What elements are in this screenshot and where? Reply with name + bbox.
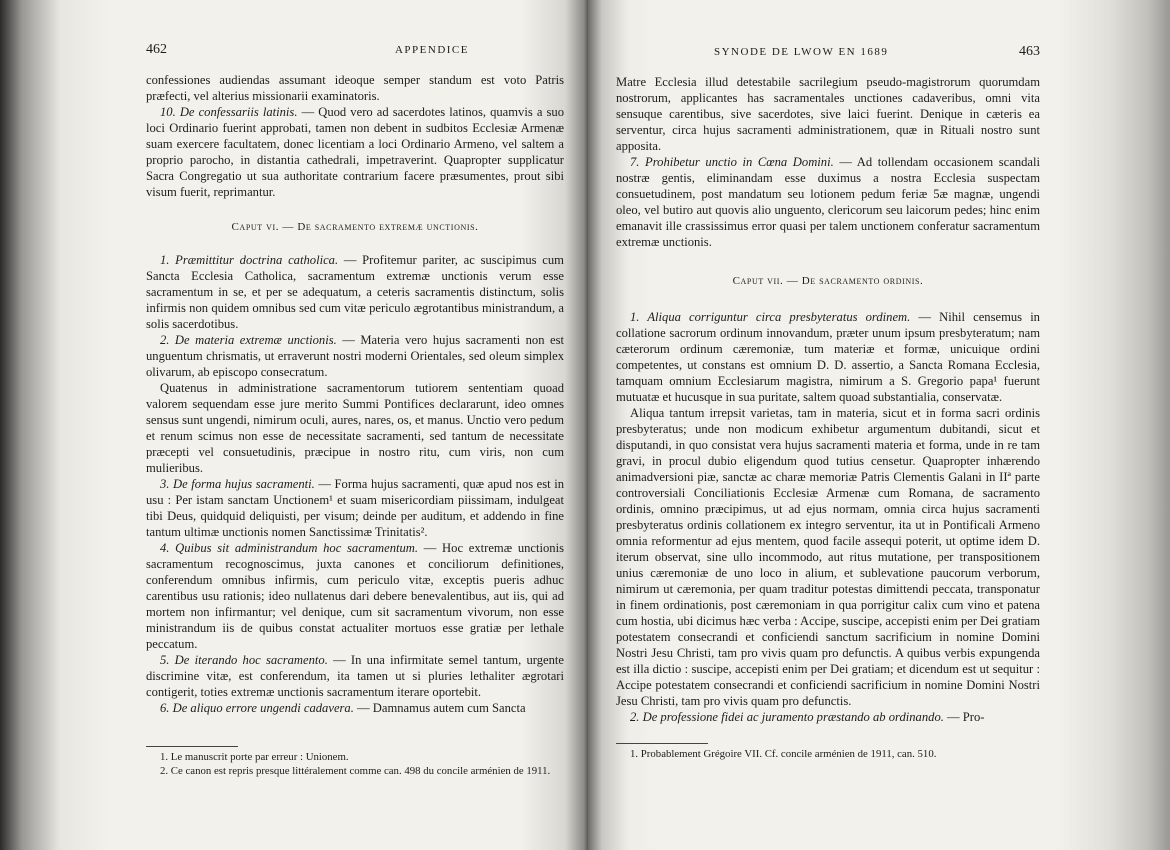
paragraph-label: 1. Præmittitur doctrina catholica. xyxy=(160,253,339,267)
paragraph-text: — Materia vero hujus sacramenti non est unguentum chrismatis, ut erraverunt nostri moderni Orientales, sed oleum simplex olivarum, ab episcopo consecratum. xyxy=(146,333,564,379)
paragraph-text: — Quod vero ad sacerdotes latinos, quamvis a suo loci Ordinario fuerint approbati, tamen non debent in sudbitos Ecclesiæ Armenæ suam exercere facultatem, donec licentiam a loci Ordinario Armeno, vel saltem a proprio parocho, in distantia cathedrali, impetraverint. Quapropter supplicatur Sacra Congregatio ut sua authoritate contrarium facere præsumentes, prout sibi visum fuerit, reprimantur. xyxy=(146,105,564,199)
paragraph-text: — Pro- xyxy=(943,710,985,724)
paragraph-label: 4. Quibus sit administrandum hoc sacramentum. xyxy=(160,541,419,555)
chapter-heading: Caput vii. — De sacramento ordinis. xyxy=(732,275,924,287)
running-head xyxy=(146,42,564,58)
paragraph-text: confessiones audiendas assumant ideoque semper standum est voto Patris præfecti, vel alterius missionarii examinatoris. xyxy=(146,73,564,103)
footnotes xyxy=(146,751,564,778)
footnote-rule xyxy=(616,743,708,744)
paragraph-text: — In una infirmitate semel tantum, urgente discrimine vitæ, est conferendum, ita tamen ut si pluries lethaliter ægrotari contigerit, toties extremæ unctionis sacramentum iterare oportebit. xyxy=(146,653,564,699)
page-number: 462 xyxy=(146,42,167,57)
paragraph-label: 1. Aliqua corriguntur circa presbyteratus ordinem. xyxy=(630,310,911,324)
paragraph-label: 3. De forma hujus sacramenti. xyxy=(160,477,315,491)
paragraph xyxy=(146,252,564,332)
paragraph xyxy=(616,709,1040,725)
paragraph-text: Aliqua tantum irrepsit varietas, tam in materia, sicut et in forma sacri ordinis presbyteratus; unde non modicum exhibetur argumentum dubitandi, sicut et disputandi, in quo consistat vera hujus sacramenti materia et forma, unde in re tam gravi, in procul dubio eligendum quod tutius censetur. Quapropter inhærendo animadversioni piæ, sanctæ ac charæ memoriæ Patris Clementis Galani in IIª parte controversiali Conciliationis Ecclesiæ Armenæ cum Romana, de sacramento ordinis, omnino præcipimus, ut ad ejus normam, omnia circa hujus sacramenti presbyteratus ordinis collationem ex integro serventur, ita ut in Pontificali Armeno omnia reformentur ad ejus mentem, quod facile assequi poterit, ut optime idem D. iterum observat, sine ullo incommodo, aut ritus mutatione, per transpositionem unius cæremoniæ de uno loco in alium, et sublevatione paucorum verborum, nimirum ut cæremonia, per quam traditur potestas dimittendi peccata, transponatur in finem ordinationis, post cæremoniam in qua porrigitur calix cum vino et patena cum hostia, ubi dicimus hæc verba : Accipe, suscipe, accepisti enim per Dei gratiam potestatem consecrandi et conficiendi sanctum sacrificium in nomine Domini Nostri Jesu Christi, tam pro vivis quam pro defunctis. A quibus verbis expungenda est illa dictio : suscipe, accepisti enim per Dei gratiam; et dicendum est ut sequitur : Accipe potestatem consecrandi et conficiendi sacrificium in nomine Domini Nostri Jesu Christi, tam pro vivis quam pro defunctis. xyxy=(616,406,1040,708)
paragraph-label: 2. De materia extremæ unctionis. xyxy=(160,333,337,347)
paragraph xyxy=(146,332,564,380)
chapter-heading: Caput vi. — De sacramento extremæ unctionis. xyxy=(231,221,479,233)
paragraph xyxy=(146,380,564,476)
paragraph-text: — Ad tollendam occasionem scandali nostræ gentis, eliminandam esse duximus a nostra Ecclesia suspectam consuetudinem, post mandatum seu lotionem pedum feriæ 5æ magnæ, ungendi oleo, vel butiro aut quovis alio unguento, clericorum seu laicorum pedes; hinc enim emanavit ille crassissimus error quasi per talem unctionem conferatur sacramentum extremæ unctionis. xyxy=(616,155,1041,249)
body-text-top xyxy=(146,72,564,200)
footnotes xyxy=(616,748,1040,762)
paragraph-label: 2. De professione fidei ac juramento præstando ab ordinando. xyxy=(630,710,944,724)
running-head xyxy=(616,44,1040,60)
paragraph-text: — Damnamus autem cum Sancta xyxy=(353,701,526,715)
paragraph xyxy=(146,700,564,716)
paragraph xyxy=(616,154,1040,250)
body-text-main xyxy=(146,252,564,716)
running-title: APPENDICE xyxy=(394,44,469,56)
paragraph-text: Matre Ecclesia illud detestabile sacrilegium pseudo-magistrorum quorumdam nostrorum, applicantes has sacramentales unctiones cadaveribus, omni vita sensuque carentibus, sive sacerdotes, sive laici fuerint. Denique in cæteris ea serventur, circa hujus sacramenti administrationem, quæ in Rituali nostro sunt apposita. xyxy=(616,75,1040,153)
paragraph xyxy=(146,476,564,540)
page-number: 463 xyxy=(1019,44,1040,59)
paragraph-text: — Profitemur pariter, ac suscipimus cum Sancta Ecclesia Catholica, sacramentum extremæ unctionis verum esse sacramentum in se, et per se adequatum, a ceteris sacramentis distinctum, solis infirmis non quidem omnibus sed cum vitæ periculo ægrotantibus ministrandum, a solis sacerdotibus. xyxy=(146,253,564,331)
footnote: 2. Ce canon est repris presque littéralement comme can. 498 du concile arménien de 1911. xyxy=(160,764,551,777)
paragraph-label: 5. De iterando hoc sacramento. xyxy=(160,653,328,667)
running-title: SYNODE DE LWOW EN 1689 xyxy=(714,46,889,58)
body-text-main xyxy=(616,309,1040,725)
paragraph xyxy=(146,652,564,700)
footnote: 1. Le manuscrit porte par erreur : Unionem. xyxy=(160,751,349,763)
paragraph-label: 7. Prohibetur unctio in Cœna Domini. xyxy=(630,155,834,169)
right-page xyxy=(588,0,1170,850)
paragraph xyxy=(616,309,1040,405)
paragraph-text: — Hoc extremæ unctionis sacramentum recognoscimus, juxta canones et conciliorum definitiones, conferendum omnibus infirmis, cum periculo vitæ, exceptis pueris adhuc carentibus usu rationis; ideo nullatenus dari debere benevalentibus, aut iis, qui ad mortem non infirmantur; vel denique, cum sit sacramentum vivorum, non esse ministrandum iis de quibus constat actualiter mortuos esse gratiæ per lethale peccatum. xyxy=(146,541,564,651)
paragraph-text: Quatenus in administratione sacramentorum tutiorem sententiam quoad valorem sequendam esse jure merito Summi Pontifices declararunt, ideo omnes sensus sunt ungendi, nimirum oculi, aures, nares, os, et manus. Unctio vero pedum et renum scimus non esse de necessitate sacramenti, sed tantum de necessitate præcepti vel consuetudinis, præcipue in nostro ritu, cum viris, non cum mulieribus. xyxy=(146,381,564,475)
paragraph xyxy=(146,540,564,652)
paragraph-text: — Forma hujus sacramenti, quæ apud nos est in usu : Per istam sanctam Unctionem¹ et suam misericordiam piissimam, indulgeat tibi Deus, quidquid deliquisti, per visum; deinde per auditum, et addendo in fine tantum ultimæ unctionis nomen Sanctissimæ Trinitatis². xyxy=(146,477,564,539)
paragraph xyxy=(146,104,564,200)
paragraph xyxy=(146,72,564,104)
paragraph-label: 10. De confessariis latinis. xyxy=(160,105,298,119)
paragraph-label: 6. De aliquo errore ungendi cadavera. xyxy=(160,701,354,715)
paragraph xyxy=(616,74,1040,154)
paragraph xyxy=(616,405,1040,709)
paragraph-text: — Nihil censemus in collatione sacrorum ordinum innovandum, præter unum ipsum presbyteratum; nam cæterorum ordinum cæremoniæ, tum materiæ et formæ, unicuique ordini competentes, ut constans est omnium D. D. assertio, a Sancta Romana Ecclesia, tamquam omnium Ecclesiarum magistra, nimirum a S. Gregorio papa¹ fuerunt mutuatæ et hucusque in sua puritate, saltem quoad substantialia, conservatæ. xyxy=(616,310,1040,404)
footnote-rule xyxy=(146,746,238,747)
footnote: 1. Probablement Grégoire VII. Cf. concile arménien de 1911, can. 510. xyxy=(630,748,937,760)
body-text-top xyxy=(616,74,1040,250)
